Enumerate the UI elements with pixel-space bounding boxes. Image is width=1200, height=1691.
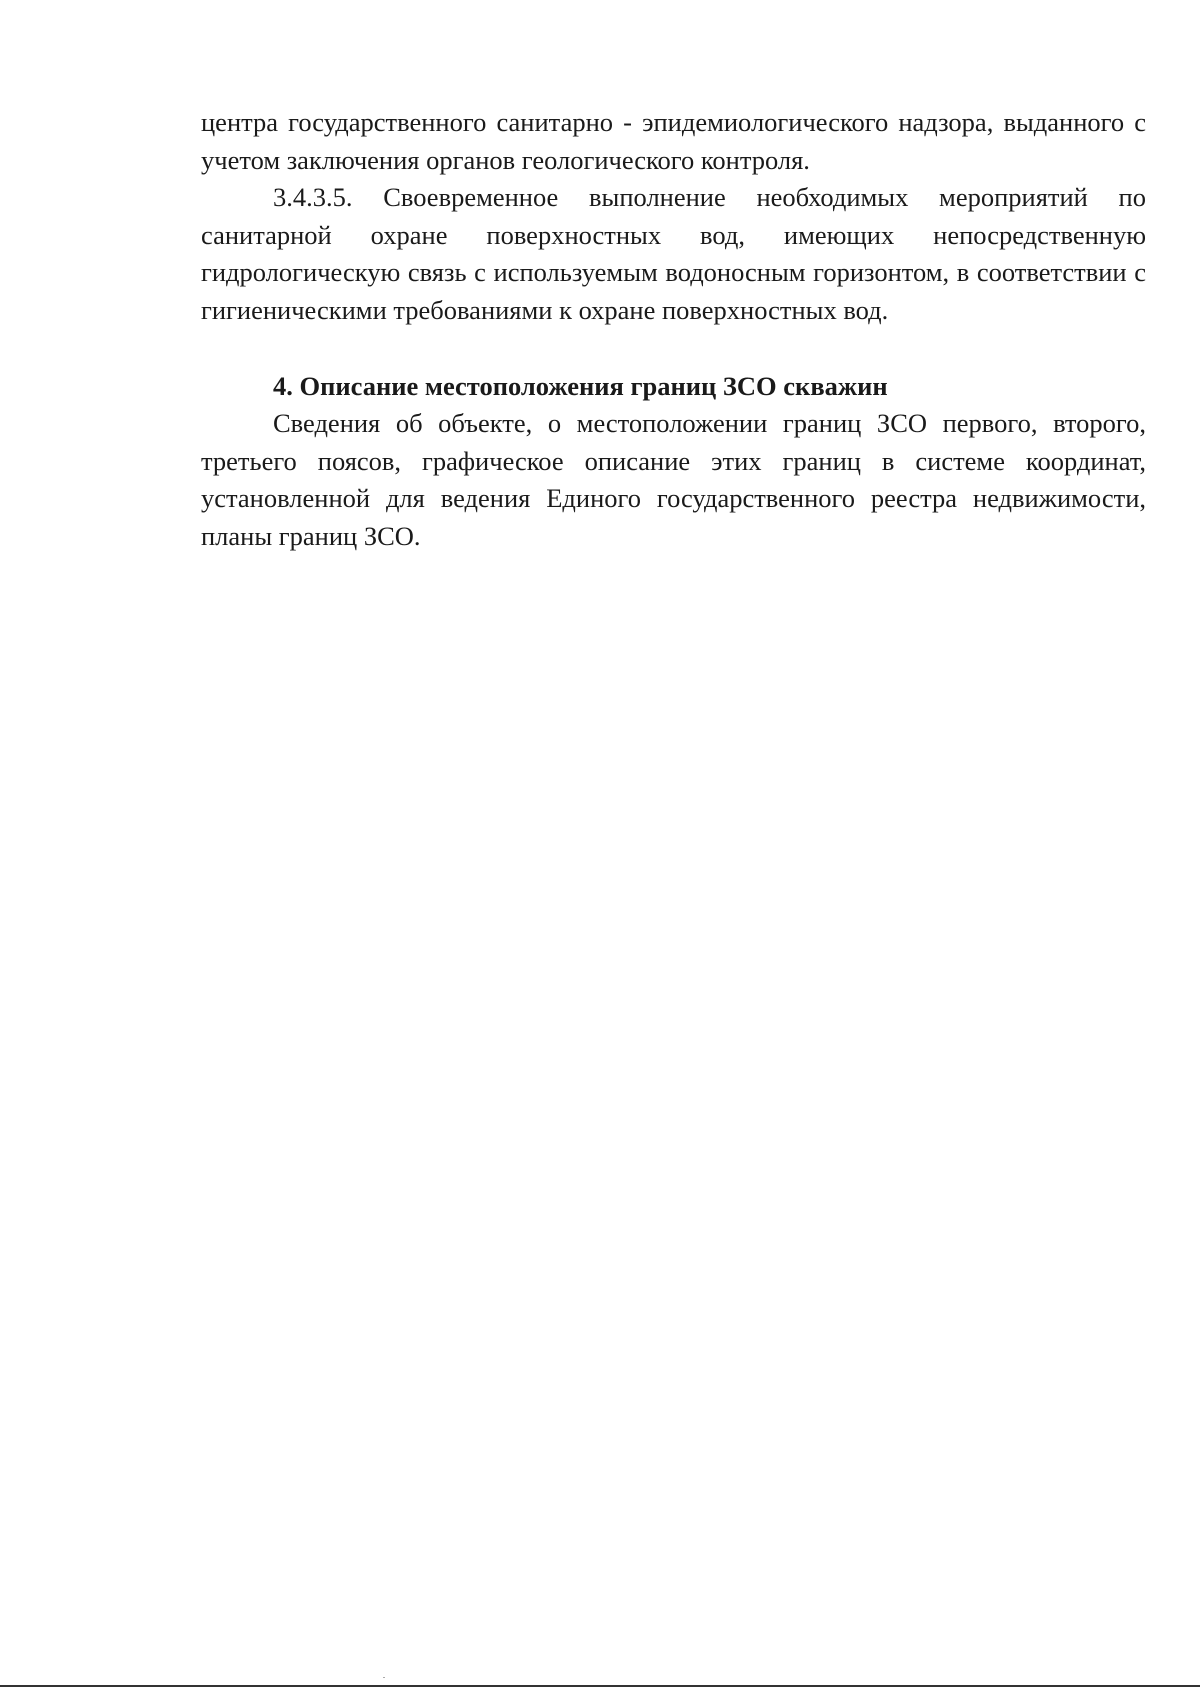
document-body xyxy=(201,104,1146,556)
section-4-paragraph: Сведения об объекте, о местоположении границ ЗСО первого, второго, третьего поясов, графическое описание этих границ в системе координат, установленной для ведения Единого государственного реестра недвижимости, планы границ ЗСО. xyxy=(201,408,1146,551)
scan-speck xyxy=(383,1677,385,1678)
page-bottom-edge xyxy=(0,1685,1200,1687)
continuation-paragraph: центра государственного санитарно - эпидемиологического надзора, выданного с учетом заключения органов геологического контроля. xyxy=(201,107,1146,175)
section-4-heading: 4. Описание местоположения границ ЗСО скважин xyxy=(273,370,888,401)
clause-3-4-3-5-paragraph: 3.4.3.5. Своевременное выполнение необходимых мероприятий по санитарной охране поверхностных вод, имеющих непосредственную гидрологическую связь с используемым водоносным горизонтом, в соответствии с гигиеническими требованиями к охране поверхностных вод. xyxy=(201,182,1146,325)
